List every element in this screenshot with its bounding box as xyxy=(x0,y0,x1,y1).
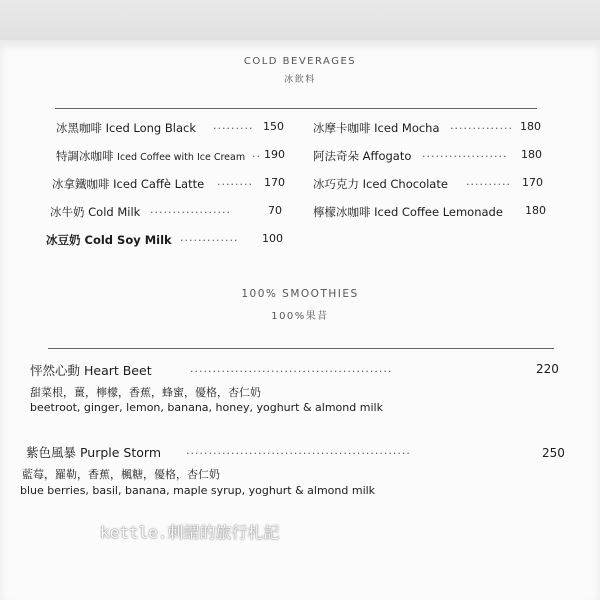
item-zh: 冰黑咖啡 xyxy=(56,121,102,135)
smoothie-ingredients-en: beetroot, ginger, lemon, banana, honey, yoghurt & almond milk xyxy=(30,401,383,414)
menu-item xyxy=(313,120,440,136)
item-en: Iced Long Black xyxy=(105,121,196,135)
smoothie-name: 紫色風暴 Purple Storm xyxy=(26,445,162,460)
smoothies-subtitle: 100%果昔 xyxy=(271,311,329,322)
item-zh: 冰牛奶 xyxy=(50,205,85,219)
item-zh: 冰豆奶 xyxy=(46,233,81,247)
leader-dots: ................... xyxy=(422,147,508,160)
item-zh: 冰拿鐵咖啡 xyxy=(52,177,110,191)
smoothie-name: 怦然心動 Heart Beet xyxy=(30,363,152,378)
item-price: 190 xyxy=(264,148,285,161)
item-en: Iced Coffee with Ice Cream xyxy=(117,152,246,163)
cold-beverages-title: COLD BEVERAGES xyxy=(243,56,357,67)
smoothie-ingredients-zh: 甜菜根，薑，檸檬，香蕉，蜂蜜，優格，杏仁奶 xyxy=(30,386,261,399)
item-en: Iced Chocolate xyxy=(362,177,448,191)
leader-dots: ............................................. xyxy=(190,362,393,375)
cold-beverages-subtitle: 冰飲料 xyxy=(284,75,316,85)
leader-dots: .............. xyxy=(450,119,513,132)
smoothie-ingredients-zh: 藍莓，羅勒，香蕉，楓糖，優格，杏仁奶 xyxy=(22,468,220,481)
menu-item xyxy=(56,148,245,164)
item-price: 180 xyxy=(525,204,546,217)
item-en: Iced Coffee Lemonade xyxy=(374,205,503,219)
smoothies-title: 100% SMOOTHIES xyxy=(241,288,359,300)
item-zh: 阿法奇朵 xyxy=(313,149,359,163)
item-price: 180 xyxy=(520,120,541,133)
item-zh: 冰摩卡咖啡 xyxy=(313,121,371,135)
divider xyxy=(48,348,554,349)
item-zh: 冰巧克力 xyxy=(313,177,359,191)
item-price: 150 xyxy=(263,120,284,133)
smoothie-ingredients-en: blue berries, basil, banana, maple syrup, yoghurt & almond milk xyxy=(20,484,376,497)
leader-dots: ............. xyxy=(180,231,239,244)
menu-item xyxy=(313,204,503,220)
item-price: 180 xyxy=(521,148,542,161)
smoothie-price: 220 xyxy=(536,362,559,376)
leader-dots: ......... xyxy=(213,119,254,132)
menu-item xyxy=(52,176,204,192)
leader-dots: ........ xyxy=(217,175,253,188)
item-en: Iced Caffè Latte xyxy=(113,177,205,191)
item-zh: 特調冰咖啡 xyxy=(56,149,114,163)
leader-dots: .. xyxy=(252,147,261,160)
watermark: kettle.刺蝟的旅行札記 xyxy=(100,523,280,542)
item-en: Affogato xyxy=(362,149,412,163)
leader-dots: .................................................. xyxy=(186,444,411,457)
menu-page xyxy=(0,40,600,600)
item-zh: 檸檬冰咖啡 xyxy=(313,205,371,219)
smoothie-price: 250 xyxy=(542,446,565,460)
menu-item xyxy=(313,176,448,192)
item-price: 170 xyxy=(522,176,543,189)
menu-item xyxy=(56,120,196,136)
item-price: 70 xyxy=(268,204,282,217)
leader-dots: .................. xyxy=(150,203,231,216)
menu-item xyxy=(46,232,172,248)
item-en: Cold Soy Milk xyxy=(84,233,172,247)
item-en: Iced Mocha xyxy=(374,121,440,135)
menu-item xyxy=(313,148,411,164)
divider xyxy=(55,108,537,109)
item-en: Cold Milk xyxy=(88,205,141,219)
item-price: 170 xyxy=(264,176,285,189)
leader-dots: .......... xyxy=(466,175,511,188)
menu-item xyxy=(50,204,140,220)
item-price: 100 xyxy=(262,232,283,245)
